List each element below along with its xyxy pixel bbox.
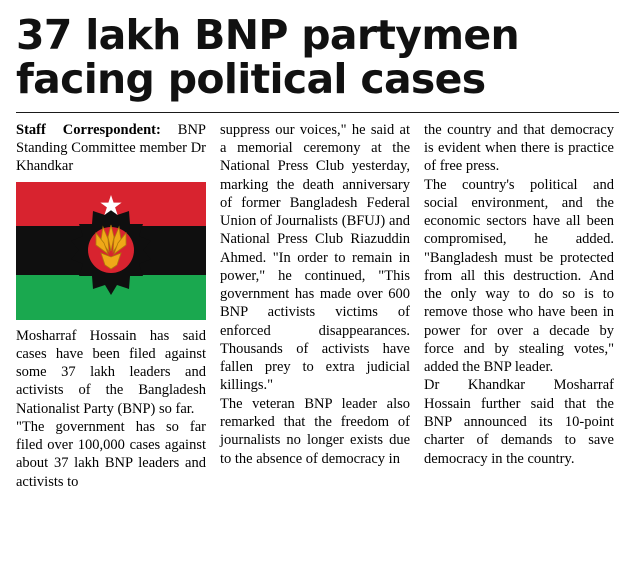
- byline-paragraph: [16, 121, 206, 176]
- article-columns: [16, 121, 619, 491]
- column-3-paragraph-2: The country's political and social environment, and the economic sectors have all been compromised, he added. "Bangladesh must be protected from all this destruction. And the only way to do so is to remove those who have been in power for over a decade by force and by stealing votes," added the BNP leader.: [424, 176, 614, 376]
- column-2-paragraph-1: suppress our voices," he said at a memorial ceremony at the National Press Club yesterday, marking the death anniversary of former Bangladesh Federal Union of Journalists (BFUJ) and National Press Club Riazuddin Ahmed. "In order to remain in power," he continued, "This government has made over 600 BNP activists victims of enforced disappearances. Thousands of activists have fallen prey to extra judicial killings.": [220, 121, 410, 394]
- page-bottom-spacer: [16, 491, 619, 493]
- article-column-2: [220, 121, 410, 468]
- article-column-3: [424, 121, 614, 468]
- byline: Staff Correspondent:: [16, 121, 161, 138]
- page-title: [16, 11, 619, 103]
- article-column-1: [16, 121, 206, 491]
- column-1-paragraph-2: Mosharraf Hossain has said cases have been filed against some 37 lakh leaders and activists of the Bangladesh Nationalist Party (BNP) so far.: [16, 327, 206, 417]
- column-3-paragraph-3: Dr Khandkar Mosharraf Hossain further said that the BNP announced its 10-point charter of demands to save democracy in the country.: [424, 377, 614, 467]
- column-1-paragraph-3: "The government has so far filed over 100,000 cases against about 37 lakh BNP leaders and activists to: [16, 418, 206, 490]
- gear-sheaf-emblem-icon: [51, 191, 171, 311]
- column-3-paragraph-1: the country and that democracy is evident when there is practice of free press.: [424, 121, 614, 175]
- article-image: [16, 182, 206, 320]
- headline-line-2: facing political cases: [16, 54, 486, 103]
- bnp-party-flag-image: [16, 182, 206, 320]
- headline-line-1: 37 lakh BNP partymen: [16, 11, 519, 59]
- column-1-paragraph-1: BNP Standing Committee member Dr Khandkar: [16, 121, 206, 175]
- column-2-paragraph-2: The veteran BNP leader also remarked that the freedom of journalists no longer exists due to the absence of democracy in: [220, 395, 410, 467]
- headline-divider: [16, 112, 619, 113]
